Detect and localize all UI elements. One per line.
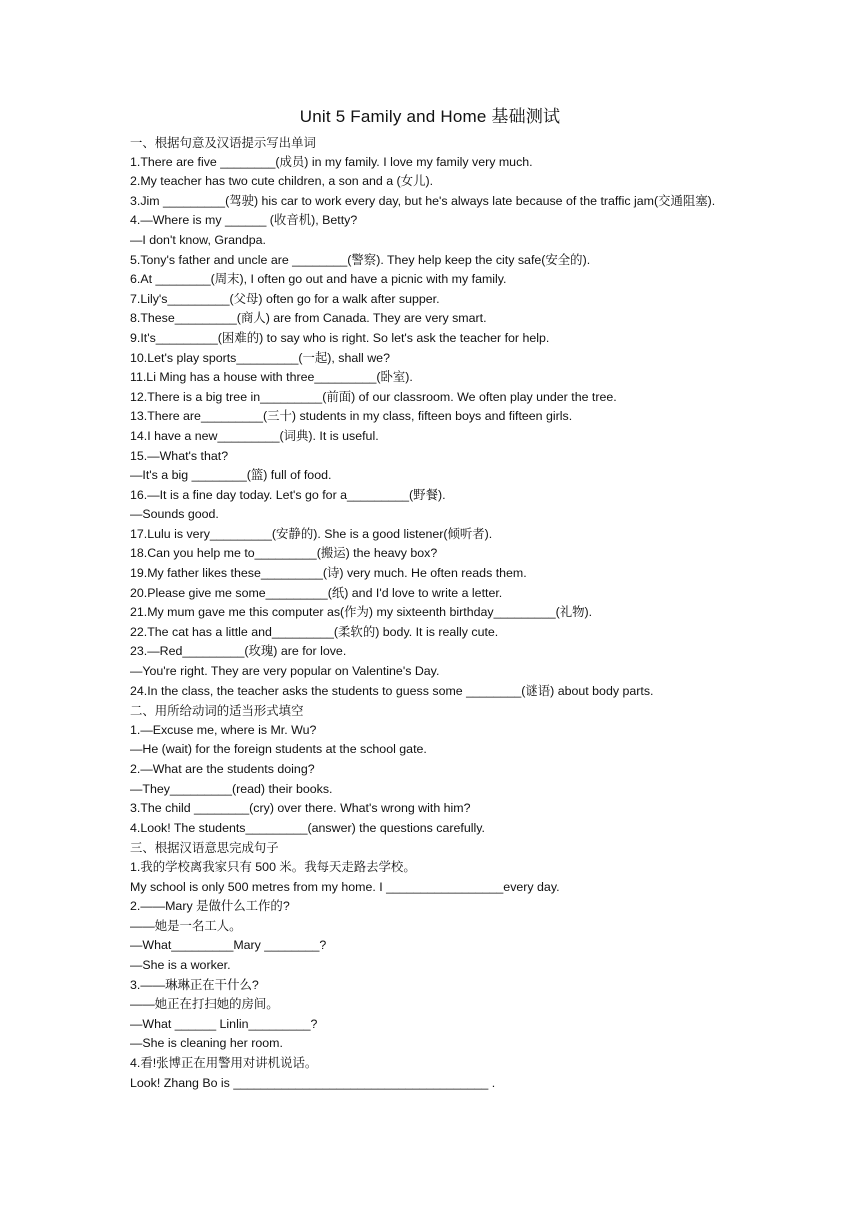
question-line: 8.These_________(商人) are from Canada. They are very smart. xyxy=(130,311,487,326)
section-2-questions xyxy=(130,721,730,839)
worksheet xyxy=(130,105,730,1093)
question-line: 23.—Red_________(玫瑰) are for love. xyxy=(130,644,347,659)
question-line: 6.At ________(周末), I often go out and have a picnic with my family. xyxy=(130,272,507,287)
question-line: ——她是一名工人。 xyxy=(130,918,242,933)
question-line: 20.Please give me some_________(纸) and I'd love to write a letter. xyxy=(130,585,503,600)
question-line: 3.Jim _________(驾驶) his car to work every day, but he's always late because of the traffic jam(交通阻塞). xyxy=(130,193,716,208)
question-line: 17.Lulu is very_________(安静的). She is a good listener(倾听者). xyxy=(130,526,493,541)
question-line: 4.Look! The students_________(answer) the questions carefully. xyxy=(130,820,485,835)
question-line: 7.Lily's_________(父母) often go for a walk after supper. xyxy=(130,291,440,306)
section-2-heading: 二、用所给动词的适当形式填空 xyxy=(130,703,304,719)
question-line: 2.My teacher has two cute children, a son and a (女儿). xyxy=(130,174,434,189)
question-line: 3.——琳琳正在干什么? xyxy=(130,977,259,992)
question-line: 4.—Where is my ______ (收音机), Betty? xyxy=(130,213,358,228)
question-line: ——她正在打扫她的房间。 xyxy=(130,997,279,1012)
section-3-heading: 三、根据汉语意思完成句子 xyxy=(130,840,279,856)
question-line: —Sounds good. xyxy=(130,507,219,522)
question-line: 4.看!张博正在用警用对讲机说话。 xyxy=(130,1055,318,1070)
question-line: 10.Let's play sports_________(一起), shall we? xyxy=(130,350,390,365)
question-line: —You're right. They are very popular on Valentine's Day. xyxy=(130,664,440,679)
question-line: 21.My mum gave me this computer as(作为) my sixteenth birthday_________(礼物). xyxy=(130,605,593,620)
question-line: 1.—Excuse me, where is Mr. Wu? xyxy=(130,722,317,737)
question-line: —They_________(read) their books. xyxy=(130,781,333,796)
section-1-questions xyxy=(130,153,730,702)
question-line: —She is a worker. xyxy=(130,957,231,972)
question-line: 3.The child ________(cry) over there. What's wrong with him? xyxy=(130,801,471,816)
question-line: 5.Tony's father and uncle are ________(警察). They help keep the city safe(安全的). xyxy=(130,252,591,267)
section-1-heading: 一、根据句意及汉语提示写出单词 xyxy=(130,135,316,150)
question-line: —What ______ Linlin_________? xyxy=(130,1016,318,1031)
question-line: —What_________Mary ________? xyxy=(130,938,327,953)
question-line: My school is only 500 metres from my home. I _________________every day. xyxy=(130,879,560,894)
question-line: 14.I have a new_________(词典). It is useful. xyxy=(130,428,379,443)
section-3-questions xyxy=(130,858,730,1093)
question-line: 1.There are five ________(成员) in my family. I love my family very much. xyxy=(130,154,533,169)
question-line: 16.—It is a fine day today. Let's go for a_________(野餐). xyxy=(130,487,446,502)
question-line: —She is cleaning her room. xyxy=(130,1036,283,1051)
question-line: 9.It's_________(困难的) to say who is right. So let's ask the teacher for help. xyxy=(130,330,550,345)
question-line: 11.Li Ming has a house with three_________(卧室). xyxy=(130,370,413,385)
question-line: 13.There are_________(三十) students in my class, fifteen boys and fifteen girls. xyxy=(130,409,573,424)
question-line: 2.—What are the students doing? xyxy=(130,762,315,776)
page-title: Unit 5 Family and Home 基础测试 xyxy=(299,107,561,126)
question-line: 19.My father likes these_________(诗) very much. He often reads them. xyxy=(130,566,527,581)
question-line: 22.The cat has a little and_________(柔软的) body. It is really cute. xyxy=(130,624,499,639)
question-line: —It's a big ________(篮) full of food. xyxy=(130,468,332,483)
question-line: Look! Zhang Bo is _____________________________________ . xyxy=(130,1075,496,1090)
question-line: —He (wait) for the foreign students at the school gate. xyxy=(130,742,427,757)
question-line: 12.There is a big tree in_________(前面) of our classroom. We often play under the tree. xyxy=(130,389,617,404)
question-line: —I don't know, Grandpa. xyxy=(130,232,266,247)
question-line: 15.—What's that? xyxy=(130,448,229,463)
question-line: 2.——Mary 是做什么工作的? xyxy=(130,899,290,914)
question-line: 18.Can you help me to_________(搬运) the heavy box? xyxy=(130,546,438,561)
question-line: 24.In the class, the teacher asks the students to guess some ________(谜语) about body parts. xyxy=(130,683,654,698)
question-line: 1.我的学校离我家只有 500 米。我每天走路去学校。 xyxy=(130,859,416,874)
